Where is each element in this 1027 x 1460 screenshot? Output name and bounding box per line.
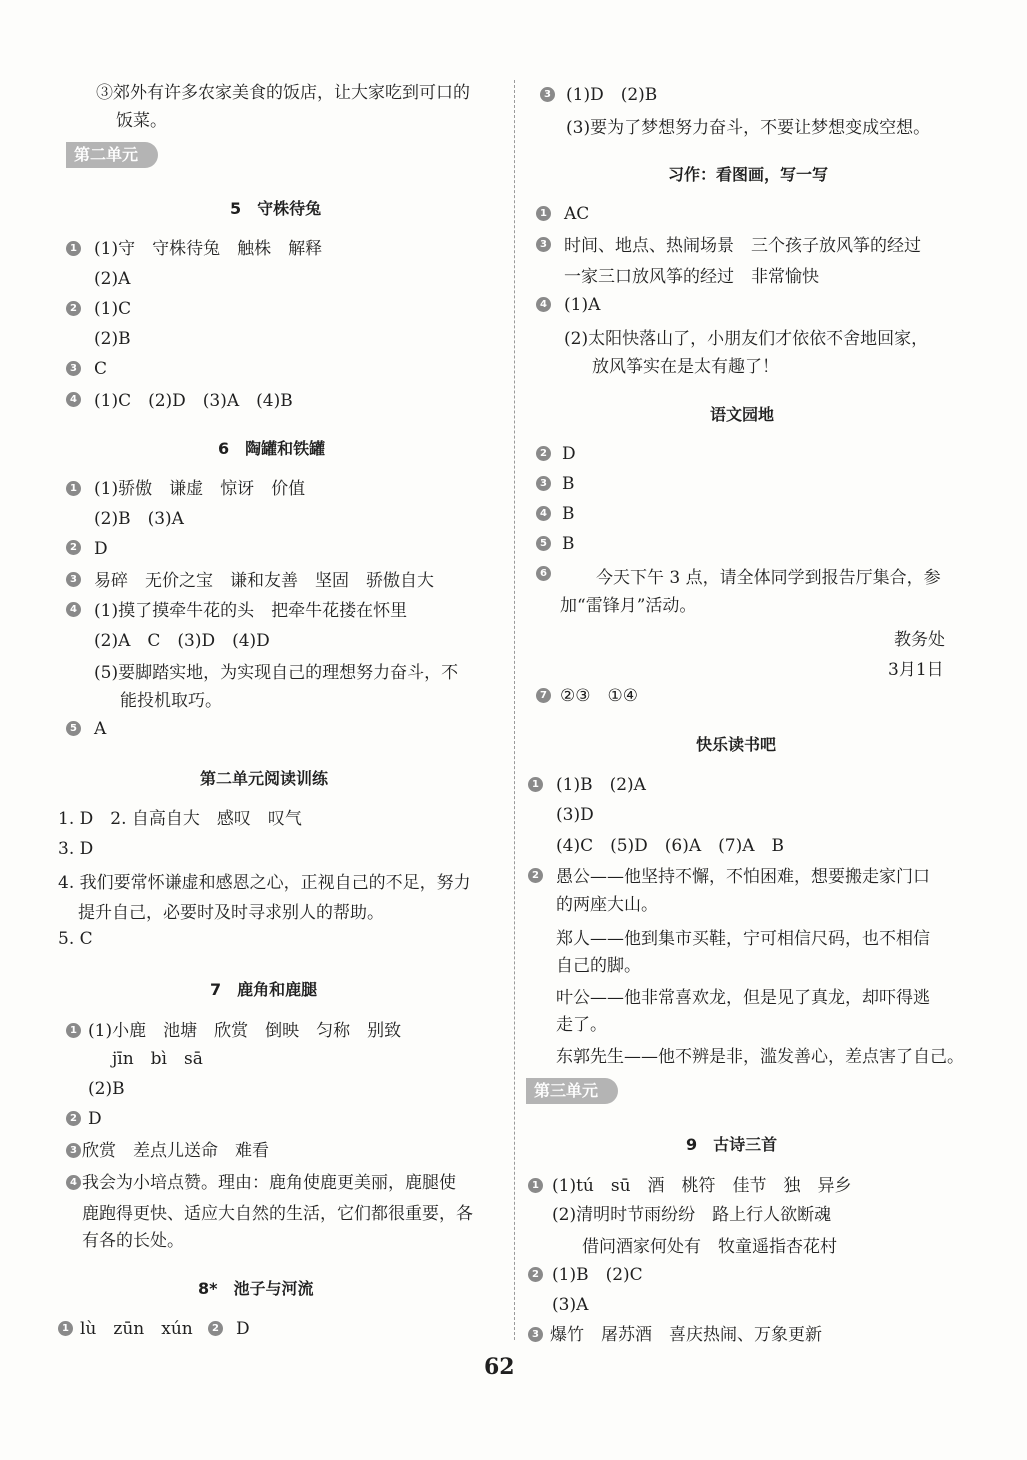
question-2-badge: 2 xyxy=(528,1267,543,1282)
answer-line: AC xyxy=(564,204,590,224)
question-2-badge: 2 xyxy=(536,446,551,461)
question-1-badge: 1 xyxy=(528,1178,543,1193)
answer-line: 提升自己，必要时及时寻求别人的帮助。 xyxy=(78,903,384,923)
answer-line: 借问酒家何处有 牧童遥指杏花村 xyxy=(582,1237,837,1257)
pinyin-line: lù zūn xún xyxy=(80,1319,193,1339)
notice-signature: 教务处 xyxy=(894,630,945,650)
question-3-badge: 3 xyxy=(66,361,81,376)
question-7-badge: 7 xyxy=(536,688,551,703)
question-1-badge: 1 xyxy=(528,777,543,792)
answer-line: (2)清明时节雨纷纷 路上行人欲断魂 xyxy=(552,1205,832,1225)
question-3-badge: 3 xyxy=(540,87,555,102)
answer-line: 5. C xyxy=(58,929,93,949)
yuwen-yuandi-title: 语文园地 xyxy=(710,405,775,424)
answer-line: (4)C (5)D (6)A (7)A B xyxy=(556,836,785,856)
answer-line: A xyxy=(94,719,107,739)
answer-line: 有各的长处。 xyxy=(82,1231,184,1251)
answer-line: (5)要脚踏实地，为实现自己的理想努力奋斗，不 xyxy=(94,663,459,683)
question-1-badge: 1 xyxy=(536,206,551,221)
intro-line-1: ③郊外有许多农家美食的饭店，让大家吃到可口的 xyxy=(96,83,470,103)
answer-line: B xyxy=(562,534,575,554)
question-3-badge: 3 xyxy=(536,476,551,491)
answer-line: 易碎 无价之宝 谦和友善 坚固 骄傲自大 xyxy=(94,571,434,591)
answer-line: (1)C (2)D (3)A (4)B xyxy=(94,391,293,411)
answer-line: ②③ ①④ xyxy=(560,686,638,706)
answer-line: 郑人——他到集市买鞋，宁可相信尺码，也不相信 xyxy=(556,929,930,949)
answer-line: 鹿跑得更快、适应大自然的生活，它们都很重要，各 xyxy=(82,1204,473,1224)
answer-line: 自己的脚。 xyxy=(556,956,641,976)
answer-line: (2)B xyxy=(88,1079,125,1099)
answer-line: (1)C xyxy=(94,299,132,319)
notice-text: 加“雷锋月”活动。 xyxy=(560,596,697,616)
answer-line: (3)D xyxy=(556,805,594,825)
answer-line: (1)骄傲 谦虚 惊讶 价值 xyxy=(94,479,306,499)
answer-line: (2)B xyxy=(94,329,131,349)
answer-line: 时间、地点、热闹场景 三个孩子放风筝的经过 xyxy=(564,236,921,256)
answer-line: (1)D (2)B xyxy=(566,85,658,105)
question-4-badge: 4 xyxy=(536,506,551,521)
answer-line: (2)B (3)A xyxy=(94,509,184,529)
section-9-title: 9 古诗三首 xyxy=(686,1135,778,1154)
notice-text: 今天下午 3 点，请全体同学到报告厅集合，参 xyxy=(596,568,941,588)
question-3-badge: 3 xyxy=(528,1327,543,1342)
question-4-badge: 4 xyxy=(66,392,81,407)
answer-line: (2)A C (3)D (4)D xyxy=(94,631,270,651)
answer-line: D xyxy=(88,1109,102,1129)
answer-line: D xyxy=(236,1319,250,1339)
question-3-badge: 3 xyxy=(66,572,81,587)
answer-line: 4. 我们要常怀谦虚和感恩之心，正视自己的不足，努力 xyxy=(58,873,471,893)
answer-line: 欣赏 差点儿送命 难看 xyxy=(82,1141,269,1161)
question-4-badge: 4 xyxy=(66,1175,81,1190)
question-6-badge: 6 xyxy=(536,566,551,581)
answer-line: 3. D xyxy=(58,839,94,859)
answer-line: 愚公——他坚持不懈，不怕困难，想要搬走家门口 xyxy=(556,867,930,887)
section-8-title: 8* 池子与河流 xyxy=(198,1279,314,1298)
answer-line: C xyxy=(94,359,108,379)
reading-training-title: 第二单元阅读训练 xyxy=(200,769,329,788)
answer-line: (3)A xyxy=(552,1295,589,1315)
question-5-badge: 5 xyxy=(536,536,551,551)
answer-line: B xyxy=(562,504,575,524)
question-1-badge: 1 xyxy=(66,481,81,496)
answer-line: 1. D 2. 自高自大 感叹 叹气 xyxy=(58,809,302,829)
answer-line: 叶公——他非常喜欢龙，但是见了真龙，却吓得逃 xyxy=(556,988,930,1008)
unit-2-banner: 第二单元 xyxy=(66,142,158,168)
intro-line-2: 饭菜。 xyxy=(116,111,167,131)
question-2-badge: 2 xyxy=(66,1111,81,1126)
notice-date: 3月1日 xyxy=(888,660,944,680)
answer-line: (1)B (2)C xyxy=(552,1265,643,1285)
happy-reading-title: 快乐读书吧 xyxy=(696,735,777,754)
question-2-badge: 2 xyxy=(208,1321,223,1336)
question-4-badge: 4 xyxy=(66,602,81,617)
answer-line: 一家三口放风筝的经过 非常愉快 xyxy=(564,267,819,287)
answer-line: 东郭先生——他不辨是非，滥发善心，差点害了自己。 xyxy=(556,1047,964,1067)
answer-line: D xyxy=(562,444,576,464)
question-1-badge: 1 xyxy=(66,1023,81,1038)
pinyin-line: jīn bì sā xyxy=(112,1049,203,1069)
answer-line: (1)守 守株待兔 触株 解释 xyxy=(94,239,323,259)
question-1-badge: 1 xyxy=(66,241,81,256)
answer-line: 爆竹 屠苏酒 喜庆热闹、万象更新 xyxy=(550,1325,822,1345)
question-2-badge: 2 xyxy=(528,868,543,883)
section-7-title: 7 鹿角和鹿腿 xyxy=(210,980,318,999)
question-2-badge: 2 xyxy=(66,301,81,316)
answer-line: (1)小鹿 池塘 欣赏 倒映 匀称 别致 xyxy=(88,1021,402,1041)
question-3-badge: 3 xyxy=(66,1143,81,1158)
question-3-badge: 3 xyxy=(536,237,551,252)
section-5-title: 5 守株待兔 xyxy=(230,199,322,218)
answer-line: (1)摸了摸牵牛花的头 把牵牛花搂在怀里 xyxy=(94,601,408,621)
answer-line: 能投机取巧。 xyxy=(120,691,222,711)
answer-line: 走了。 xyxy=(556,1015,607,1035)
answer-line: (1)B (2)A xyxy=(556,775,646,795)
answer-line: 的两座大山。 xyxy=(556,895,658,915)
answer-line: 放风筝实在是太有趣了！ xyxy=(592,357,779,377)
answer-line: (2)A xyxy=(94,269,131,289)
unit-3-banner: 第三单元 xyxy=(526,1078,618,1104)
column-divider xyxy=(514,80,515,1340)
question-4-badge: 4 xyxy=(536,297,551,312)
question-5-badge: 5 xyxy=(66,721,81,736)
answer-line: D xyxy=(94,539,108,559)
answer-line: 我会为小培点赞。理由：鹿角使鹿更美丽，鹿腿使 xyxy=(82,1173,456,1193)
question-2-badge: 2 xyxy=(66,540,81,555)
section-6-title: 6 陶罐和铁罐 xyxy=(218,439,326,458)
xizuo-title: 习作：看图画，写一写 xyxy=(668,165,829,184)
page-number: 62 xyxy=(484,1354,515,1380)
question-1-badge: 1 xyxy=(58,1321,73,1336)
answer-line: (2)太阳快落山了，小朋友们才依依不舍地回家， xyxy=(564,329,929,349)
answer-line: (3)要为了梦想努力奋斗，不要让梦想变成空想。 xyxy=(566,118,931,138)
answer-line: B xyxy=(562,474,575,494)
answer-line: (1)A xyxy=(564,295,601,315)
answer-line: (1)tú sū 酒 桃符 佳节 独 异乡 xyxy=(552,1176,852,1196)
